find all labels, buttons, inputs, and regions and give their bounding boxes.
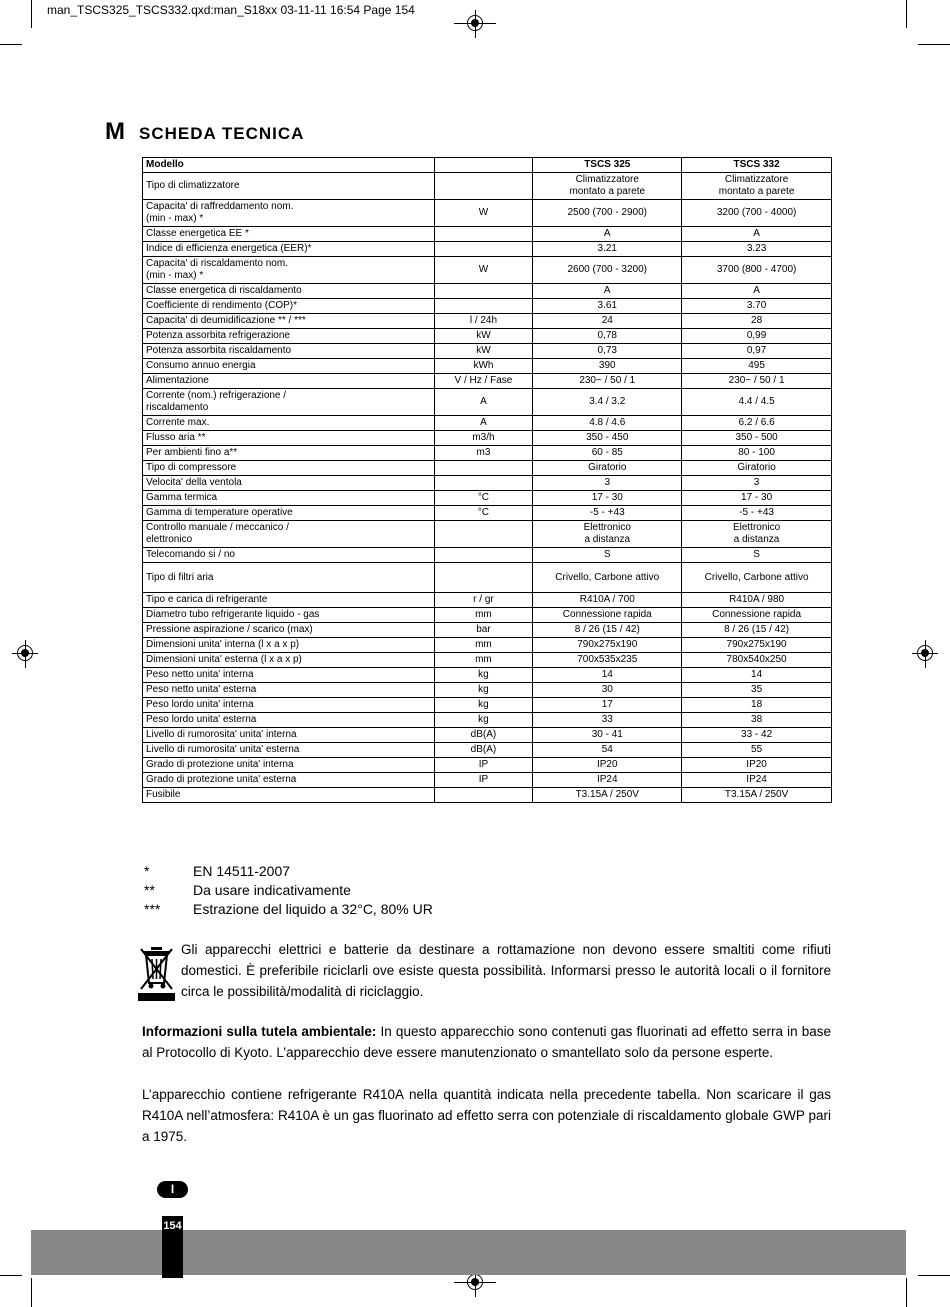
spec-value-tscs332: 14 xyxy=(682,668,832,683)
table-row xyxy=(143,446,832,461)
spec-value-tscs332: A xyxy=(682,227,832,242)
environment-info-label: Informazioni sulla tutela ambientale: xyxy=(142,1024,377,1039)
environment-info xyxy=(142,1021,831,1063)
spec-value-tscs325: IP24 xyxy=(533,773,682,788)
spec-value-tscs332: IP20 xyxy=(682,758,832,773)
table-row xyxy=(143,284,832,299)
spec-value-tscs325: 24 xyxy=(533,314,682,329)
footnote-text: EN 14511-2007 xyxy=(193,863,291,879)
spec-value-tscs332: 38 xyxy=(682,713,832,728)
spec-value-tscs325: Giratorio xyxy=(533,461,682,476)
spec-label-cell: Indice di efficienza energetica (EER)* xyxy=(143,242,435,257)
table-row xyxy=(143,758,832,773)
spec-value-tscs332: 55 xyxy=(682,743,832,758)
footnote-text: Da usare indicativamente xyxy=(193,882,351,898)
table-row xyxy=(143,713,832,728)
spec-value-tscs332: Crivello, Carbone attivo xyxy=(682,563,832,593)
spec-value-tscs325: 17 - 30 xyxy=(533,491,682,506)
spec-unit-cell: kg xyxy=(434,698,533,713)
footnote-text: Estrazione del liquido a 32°C, 80% UR xyxy=(193,901,433,917)
spec-value-tscs325: 3 xyxy=(533,476,682,491)
footnote-mark: ** xyxy=(144,882,155,898)
footnotes xyxy=(144,862,433,919)
spec-label-cell: Peso netto unita' interna xyxy=(143,668,435,683)
spec-label-cell: Per ambienti fino a** xyxy=(143,446,435,461)
spec-value-tscs332: 35 xyxy=(682,683,832,698)
spec-unit-cell: r / gr xyxy=(434,593,533,608)
table-row xyxy=(143,389,832,416)
table-row xyxy=(143,743,832,758)
spec-value-tscs332: 3700 (800 - 4700) xyxy=(682,257,832,284)
spec-value-tscs332: Connessione rapida xyxy=(682,608,832,623)
table-row xyxy=(143,593,832,608)
spec-label-cell: Peso netto unita' esterna xyxy=(143,683,435,698)
spec-label-cell: Peso lordo unita' esterna xyxy=(143,713,435,728)
table-row xyxy=(143,683,832,698)
spec-unit-cell: mm xyxy=(434,638,533,653)
table-row xyxy=(143,227,832,242)
spec-table xyxy=(142,157,832,803)
spec-value-tscs332: 790x275x190 xyxy=(682,638,832,653)
table-row xyxy=(143,314,832,329)
spec-label-cell: Fusibile xyxy=(143,788,435,803)
spec-value-tscs332: 6.2 / 6.6 xyxy=(682,416,832,431)
spec-label-cell: Grado di protezione unita' esterna xyxy=(143,773,435,788)
spec-unit-cell: IP xyxy=(434,758,533,773)
spec-unit-cell: kW xyxy=(434,329,533,344)
spec-value-tscs325: 54 xyxy=(533,743,682,758)
spec-label-cell: Livello di rumorosita' unita' interna xyxy=(143,728,435,743)
spec-value-tscs325: 0,78 xyxy=(533,329,682,344)
table-row xyxy=(143,257,832,284)
print-header: man_TSCS325_TSCS332.qxd:man_S18xx 03-11-11 16:54 Page 154 xyxy=(47,3,415,17)
spec-value-tscs325: 700x535x235 xyxy=(533,653,682,668)
spec-unit-cell xyxy=(434,521,533,548)
spec-unit-cell xyxy=(434,788,533,803)
spec-unit-cell: mm xyxy=(434,653,533,668)
spec-value-tscs332: 80 - 100 xyxy=(682,446,832,461)
spec-value-tscs325: 230~ / 50 / 1 xyxy=(533,374,682,389)
environment-info-text: In questo apparecchio sono contenuti gas fluorinati ad effetto serra in base al Protocollo di Kyoto. L’apparecchio deve essere manutenzionato o smantellato solo da persone esperte. xyxy=(142,1024,831,1060)
spec-unit-cell: IP xyxy=(434,773,533,788)
spec-unit-cell xyxy=(434,476,533,491)
footnote xyxy=(144,881,433,900)
spec-value-tscs325: Elettronico a distanza xyxy=(533,521,682,548)
spec-value-tscs332: 8 / 26 (15 / 42) xyxy=(682,623,832,638)
table-row xyxy=(143,173,832,200)
spec-value-tscs325: S xyxy=(533,548,682,563)
footnote-mark: *** xyxy=(144,901,161,917)
header-cell: TSCS 325 xyxy=(533,158,682,173)
spec-value-tscs332: 28 xyxy=(682,314,832,329)
spec-value-tscs332: 495 xyxy=(682,359,832,374)
spec-label-cell: Livello di rumorosita' unita' esterna xyxy=(143,743,435,758)
spec-unit-cell xyxy=(434,548,533,563)
table-row xyxy=(143,773,832,788)
header-cell: Modello xyxy=(143,158,435,173)
spec-unit-cell xyxy=(434,461,533,476)
table-row xyxy=(143,374,832,389)
spec-value-tscs325: 14 xyxy=(533,668,682,683)
spec-value-tscs332: 4.4 / 4.5 xyxy=(682,389,832,416)
spec-label-cell: Dimensioni unita' esterna (l x a x p) xyxy=(143,653,435,668)
spec-value-tscs325: IP20 xyxy=(533,758,682,773)
spec-value-tscs332: IP24 xyxy=(682,773,832,788)
spec-label-cell: Consumo annuo energia xyxy=(143,359,435,374)
spec-unit-cell: °C xyxy=(434,491,533,506)
spec-value-tscs325: 60 - 85 xyxy=(533,446,682,461)
spec-label-cell: Gamma termica xyxy=(143,491,435,506)
spec-value-tscs332: S xyxy=(682,548,832,563)
spec-value-tscs325: Climatizzatore montato a parete xyxy=(533,173,682,200)
spec-label-cell: Flusso aria ** xyxy=(143,431,435,446)
spec-value-tscs325: R410A / 700 xyxy=(533,593,682,608)
table-row xyxy=(143,638,832,653)
spec-label-cell: Corrente max. xyxy=(143,416,435,431)
spec-label-cell: Controllo manuale / meccanico / elettronico xyxy=(143,521,435,548)
spec-unit-cell: m3/h xyxy=(434,431,533,446)
page-number: 154 xyxy=(162,1216,183,1278)
spec-unit-cell xyxy=(434,563,533,593)
spec-value-tscs325: Crivello, Carbone attivo xyxy=(533,563,682,593)
table-row xyxy=(143,242,832,257)
spec-unit-cell xyxy=(434,173,533,200)
spec-value-tscs325: 3.4 / 3.2 xyxy=(533,389,682,416)
spec-value-tscs332: Climatizzatore montato a parete xyxy=(682,173,832,200)
spec-label-cell: Potenza assorbita riscaldamento xyxy=(143,344,435,359)
table-row xyxy=(143,506,832,521)
spec-value-tscs332: Giratorio xyxy=(682,461,832,476)
spec-label-cell: Alimentazione xyxy=(143,374,435,389)
spec-label-cell: Velocita' della ventola xyxy=(143,476,435,491)
spec-unit-cell: mm xyxy=(434,608,533,623)
table-row xyxy=(143,461,832,476)
spec-unit-cell xyxy=(434,299,533,314)
spec-value-tscs325: 790x275x190 xyxy=(533,638,682,653)
spec-value-tscs332: 18 xyxy=(682,698,832,713)
table-row xyxy=(143,329,832,344)
table-header-row xyxy=(143,158,832,173)
spec-value-tscs325: A xyxy=(533,227,682,242)
footnote xyxy=(144,900,433,919)
spec-value-tscs325: 8 / 26 (15 / 42) xyxy=(533,623,682,638)
table-row xyxy=(143,344,832,359)
spec-value-tscs332: 3200 (700 - 4000) xyxy=(682,200,832,227)
spec-unit-cell xyxy=(434,242,533,257)
spec-label-cell: Tipo e carica di refrigerante xyxy=(143,593,435,608)
section-name: SCHEDA TECNICA xyxy=(139,124,305,143)
spec-label-cell: Capacita' di deumidificazione ** / *** xyxy=(143,314,435,329)
spec-label-cell: Potenza assorbita refrigerazione xyxy=(143,329,435,344)
table-row xyxy=(143,491,832,506)
table-row xyxy=(143,698,832,713)
spec-label-cell: Gamma di temperature operative xyxy=(143,506,435,521)
spec-label-cell: Capacita' di raffreddamento nom. (min - max) * xyxy=(143,200,435,227)
spec-value-tscs325: 3.61 xyxy=(533,299,682,314)
table-row xyxy=(143,728,832,743)
spec-unit-cell: W xyxy=(434,257,533,284)
header-cell: TSCS 332 xyxy=(682,158,832,173)
spec-value-tscs325: 390 xyxy=(533,359,682,374)
spec-label-cell: Grado di protezione unita' interna xyxy=(143,758,435,773)
section-title xyxy=(105,118,304,146)
spec-unit-cell: kg xyxy=(434,713,533,728)
spec-value-tscs332: A xyxy=(682,284,832,299)
spec-unit-cell: bar xyxy=(434,623,533,638)
spec-value-tscs332: 230~ / 50 / 1 xyxy=(682,374,832,389)
weee-disposal-text: Gli apparecchi elettrici e batterie da destinare a rottamazione non devono essere smaltiti come rifiuti domestici. È preferibile riciclarli ove esiste questa possibilità. Informarsi presso le autorità locali o il fornitore circa le possibilità/modalità di riciclaggio. xyxy=(181,942,831,999)
footnote xyxy=(144,862,433,881)
spec-unit-cell: kg xyxy=(434,668,533,683)
spec-value-tscs332: 0,99 xyxy=(682,329,832,344)
spec-label-cell: Coefficiente di rendimento (COP)* xyxy=(143,299,435,314)
table-row xyxy=(143,299,832,314)
footnote-mark: * xyxy=(144,863,150,879)
table-row xyxy=(143,548,832,563)
spec-unit-cell: °C xyxy=(434,506,533,521)
spec-value-tscs325: 350 - 450 xyxy=(533,431,682,446)
spec-label-cell: Tipo di filtri aria xyxy=(143,563,435,593)
table-row xyxy=(143,563,832,593)
spec-value-tscs325: 30 - 41 xyxy=(533,728,682,743)
spec-unit-cell: W xyxy=(434,200,533,227)
spec-value-tscs332: 3.70 xyxy=(682,299,832,314)
spec-value-tscs325: 33 xyxy=(533,713,682,728)
spec-value-tscs325: 0,73 xyxy=(533,344,682,359)
table-row xyxy=(143,521,832,548)
spec-label-cell: Peso lordo unita' interna xyxy=(143,698,435,713)
spec-label-cell: Capacita' di riscaldamento nom. (min - max) * xyxy=(143,257,435,284)
table-row xyxy=(143,200,832,227)
spec-label-cell: Classe energetica EE * xyxy=(143,227,435,242)
spec-value-tscs325: -5 - +43 xyxy=(533,506,682,521)
spec-value-tscs332: T3.15A / 250V xyxy=(682,788,832,803)
section-letter: M xyxy=(105,118,125,145)
spec-label-cell: Tipo di climatizzatore xyxy=(143,173,435,200)
spec-value-tscs325: 2500 (700 - 2900) xyxy=(533,200,682,227)
spec-value-tscs332: 0,97 xyxy=(682,344,832,359)
table-row xyxy=(143,359,832,374)
header-cell xyxy=(434,158,533,173)
spec-unit-cell: dB(A) xyxy=(434,743,533,758)
spec-value-tscs332: 350 - 500 xyxy=(682,431,832,446)
spec-unit-cell: kWh xyxy=(434,359,533,374)
spec-value-tscs325: 17 xyxy=(533,698,682,713)
spec-unit-cell: kg xyxy=(434,683,533,698)
spec-value-tscs332: R410A / 980 xyxy=(682,593,832,608)
spec-value-tscs332: 17 - 30 xyxy=(682,491,832,506)
table-row xyxy=(143,668,832,683)
spec-label-cell: Dimensioni unita' interna (l x a x p) xyxy=(143,638,435,653)
spec-unit-cell: l / 24h xyxy=(434,314,533,329)
spec-unit-cell xyxy=(434,227,533,242)
table-row xyxy=(143,431,832,446)
table-row xyxy=(143,653,832,668)
table-row xyxy=(143,608,832,623)
spec-value-tscs325: T3.15A / 250V xyxy=(533,788,682,803)
spec-value-tscs325: Connessione rapida xyxy=(533,608,682,623)
crossed-out-bin-icon xyxy=(138,945,175,1001)
spec-label-cell: Classe energetica di riscaldamento xyxy=(143,284,435,299)
spec-value-tscs332: 3.23 xyxy=(682,242,832,257)
spec-label-cell: Tipo di compressore xyxy=(143,461,435,476)
spec-unit-cell: V / Hz / Fase xyxy=(434,374,533,389)
spec-value-tscs332: -5 - +43 xyxy=(682,506,832,521)
table-row xyxy=(143,476,832,491)
spec-label-cell: Telecomando si / no xyxy=(143,548,435,563)
spec-label-cell: Diametro tubo refrigerante liquido - gas xyxy=(143,608,435,623)
table-row xyxy=(143,416,832,431)
table-row xyxy=(143,788,832,803)
spec-value-tscs332: Elettronico a distanza xyxy=(682,521,832,548)
spec-label-cell: Pressione aspirazione / scarico (max) xyxy=(143,623,435,638)
spec-value-tscs332: 780x540x250 xyxy=(682,653,832,668)
spec-unit-cell: m3 xyxy=(434,446,533,461)
spec-unit-cell xyxy=(434,284,533,299)
table-row xyxy=(143,623,832,638)
spec-unit-cell: dB(A) xyxy=(434,728,533,743)
spec-value-tscs325: 30 xyxy=(533,683,682,698)
spec-unit-cell: A xyxy=(434,389,533,416)
spec-label-cell: Corrente (nom.) refrigerazione / riscaldamento xyxy=(143,389,435,416)
spec-value-tscs325: 4.8 / 4.6 xyxy=(533,416,682,431)
spec-value-tscs332: 33 - 42 xyxy=(682,728,832,743)
spec-unit-cell: A xyxy=(434,416,533,431)
refrigerant-note: L’apparecchio contiene refrigerante R410A nella quantità indicata nella precedente tabella. Non scaricare il gas R410A nell’atmosfera: R410A è un gas fluorinato ad effetto serra con potenziale di riscaldamento globale GWP pari a 1975. xyxy=(142,1087,831,1144)
spec-value-tscs325: A xyxy=(533,284,682,299)
spec-value-tscs332: 3 xyxy=(682,476,832,491)
spec-value-tscs325: 3.21 xyxy=(533,242,682,257)
spec-value-tscs325: 2600 (700 - 3200) xyxy=(533,257,682,284)
spec-unit-cell: kW xyxy=(434,344,533,359)
language-badge: I xyxy=(157,1181,188,1198)
